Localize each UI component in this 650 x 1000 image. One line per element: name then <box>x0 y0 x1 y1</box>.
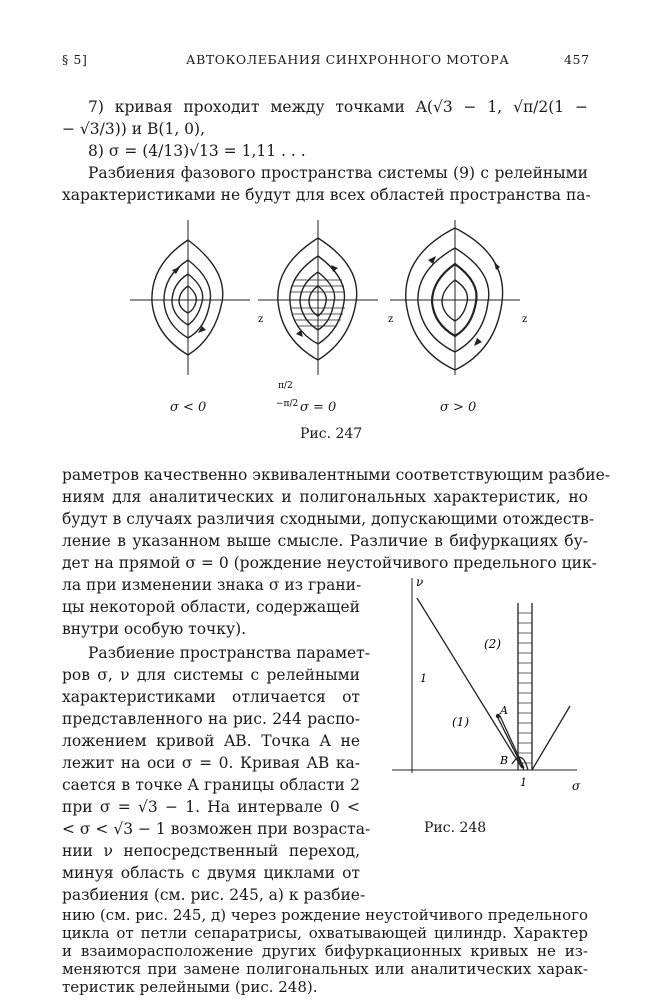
point-a-label: A <box>500 704 508 717</box>
panel-label: σ < 0 <box>170 400 207 415</box>
text-line: минуя область с двумя циклами от <box>62 864 360 882</box>
region-label-2: (2) <box>484 637 501 651</box>
axis-y-label: ν <box>416 575 424 589</box>
text-line: < σ < √3 − 1 возможен при возраста- <box>62 820 371 838</box>
axis-label: z <box>258 314 264 325</box>
tick-label: −π/2 <box>276 399 299 409</box>
text-line: внутри особую точку). <box>62 620 247 638</box>
region-label-1: (1) <box>452 715 469 729</box>
figure-caption: Рис. 247 <box>300 426 363 442</box>
text-line: характеристиками отличается от <box>62 688 360 706</box>
text-line: цы некоторой области, содержащей <box>62 598 360 616</box>
axis-x-label: σ <box>572 779 581 793</box>
figure-248 <box>372 568 592 798</box>
text-line: теристик релейными (рис. 248). <box>62 978 318 996</box>
text-line: разбиения (см. рис. 245, а) к разбие- <box>62 886 366 904</box>
text-line: ров σ, ν для системы с релейными <box>62 666 360 684</box>
axis-label: z <box>388 314 394 325</box>
text-line: нию (см. рис. 245, д) через рождение неустойчивого предельного <box>62 906 588 924</box>
text-line: ла при изменении знака σ из грани- <box>62 576 362 594</box>
text-line: ниям для аналитических и полигональных характеристик, но <box>62 488 588 506</box>
figure-caption: Рис. 248 <box>424 820 487 836</box>
text-line: 7) кривая проходит между точками A(√3 − 1, √π/2(1 − <box>88 98 588 116</box>
text-line: Разбиение пространства парамет- <box>88 644 370 662</box>
text-line: дет на прямой σ = 0 (рождение неустойчивого предельного цик- <box>62 554 597 572</box>
phase-portrait-sigma-positive <box>390 220 520 375</box>
text-line: ложением кривой AB. Точка A не <box>62 732 360 750</box>
tick-label-x: 1 <box>520 776 527 789</box>
tick-label: π/2 <box>278 381 293 391</box>
text-line: Разбиения фазового пространства системы (9) с релейными <box>88 164 588 182</box>
text-line: сается в точке A границы области 2 <box>62 776 360 794</box>
text-line: будут в случаях различия сходными, допускающими отождеств- <box>62 510 595 528</box>
axis-label: z <box>522 314 528 325</box>
text-line: раметров качественно эквивалентными соответствующим разбие- <box>62 466 611 484</box>
text-line: − √3/3)) и B(1, 0), <box>62 120 206 138</box>
text-line: лежит на оси σ = 0. Кривая AB ка- <box>62 754 360 772</box>
text-line: 8) σ = (4/13)√13 = 1,11 . . . <box>88 142 306 160</box>
text-line: и взаиморасположение других бифуркационных кривых не из- <box>62 942 588 960</box>
text-line: ление в указанном выше смысле. Различие в бифуркациях бу- <box>62 532 588 550</box>
phase-portrait-sigma-negative <box>130 220 250 375</box>
running-title: АВТОКОЛЕБАНИЯ СИНХРОННОГО МОТОРА <box>186 52 510 67</box>
phase-portrait-sigma-zero <box>258 220 378 375</box>
section-number: § 5] <box>62 52 88 67</box>
panel-label: σ = 0 <box>300 400 337 415</box>
point-b-label: B <box>500 754 509 767</box>
text-line: характеристиками не будут для всех областей пространства па- <box>62 186 591 204</box>
text-line: представленного на рис. 244 распо- <box>62 710 360 728</box>
panel-label: σ > 0 <box>440 400 477 415</box>
text-line: при σ = √3 − 1. На интервале 0 < <box>62 798 360 816</box>
tick-label-y: 1 <box>420 672 427 685</box>
text-line: нии ν непосредственный переход, <box>62 842 360 860</box>
text-line: меняются при замене полигональных или аналитических харак- <box>62 960 588 978</box>
text-line: цикла от петли сепаратрисы, охватывающей цилиндр. Характер <box>62 924 588 942</box>
page-number: 457 <box>564 52 590 67</box>
figure-247 <box>110 210 540 420</box>
